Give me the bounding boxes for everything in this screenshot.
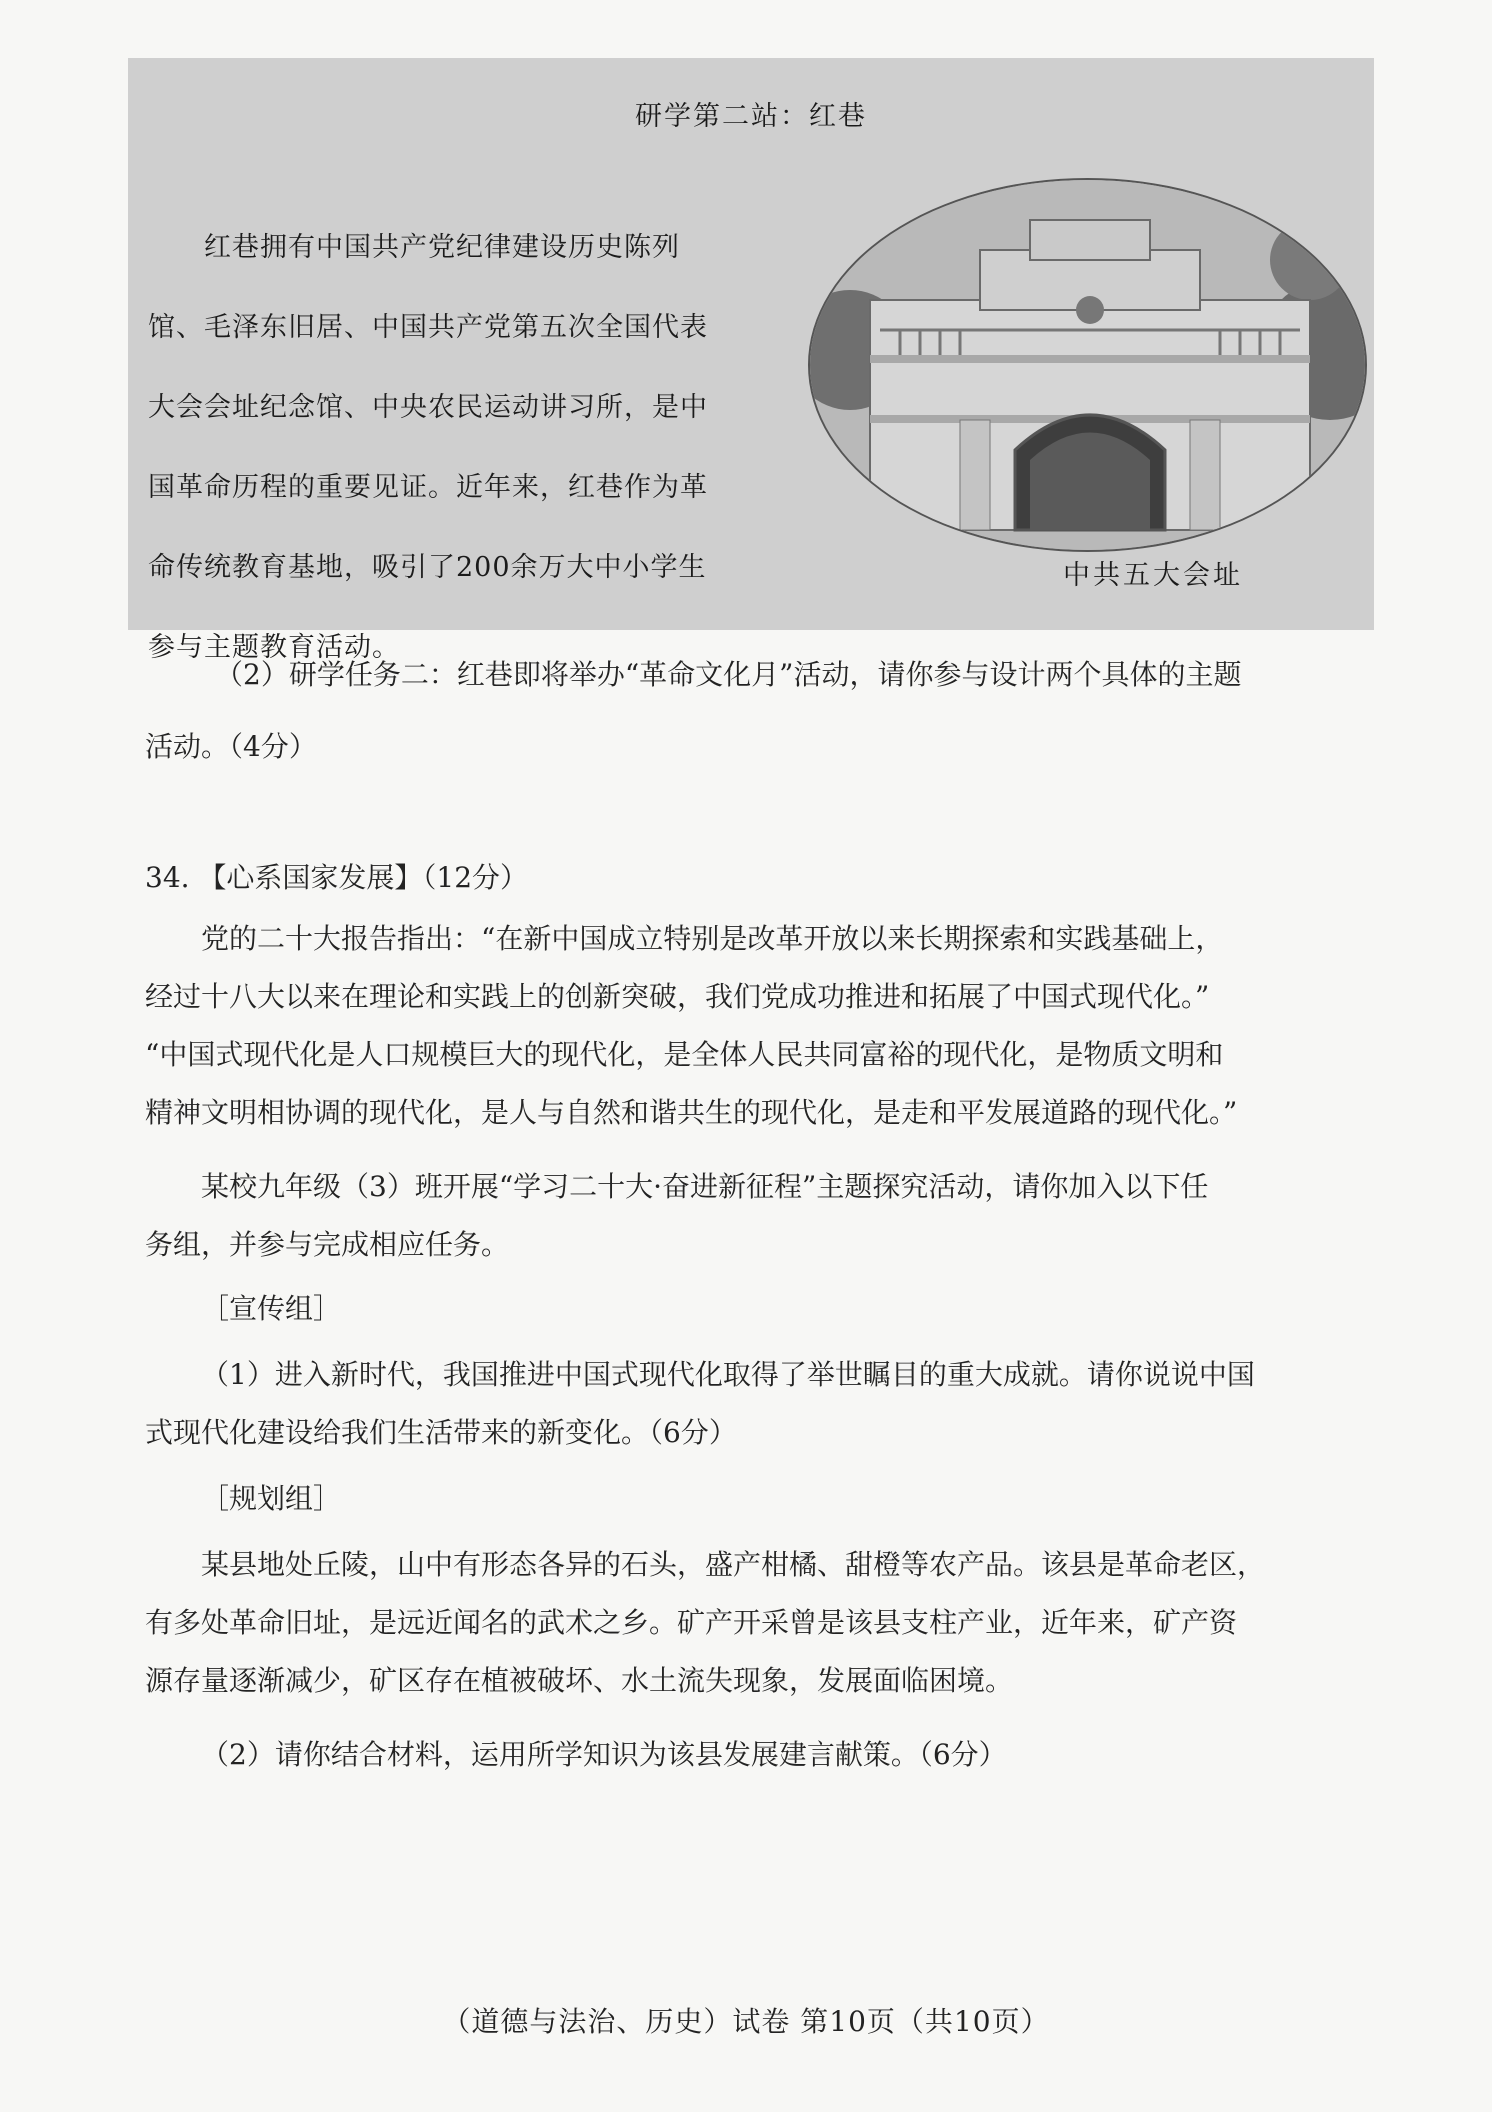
group-label-planning: ［规划组］ bbox=[201, 1482, 342, 1515]
county-line: 某县地处丘陵，山中有形态各异的石头，盛产柑橘、甜橙等农产品。该县是革命老区， bbox=[201, 1548, 1266, 1581]
quote-line: “中国式现代化是人口规模巨大的现代化，是全体人民共同富裕的现代化，是物质文明和 bbox=[145, 1038, 1224, 1071]
quote-line: 精神文明相协调的现代化，是人与自然和谐共生的现代化，是走和平发展道路的现代化。” bbox=[145, 1096, 1238, 1129]
question-line: 式现代化建设给我们生活带来的新变化。（6分） bbox=[145, 1416, 737, 1449]
task2-question bbox=[145, 652, 1385, 770]
material-text bbox=[148, 208, 798, 688]
material-line: 大会会址纪念馆、中央农民运动讲习所，是中 bbox=[148, 392, 708, 423]
material-title: 研学第二站：红巷 bbox=[635, 101, 867, 132]
material-line: 红巷拥有中国共产党纪律建设历史陈列 bbox=[204, 232, 680, 263]
building-illustration bbox=[810, 180, 1365, 550]
photo-caption: 中共五大会址 bbox=[1063, 560, 1243, 591]
material-line: 参与主题教育活动。 bbox=[148, 632, 400, 663]
congress-site-photo bbox=[808, 178, 1367, 552]
material-box bbox=[128, 58, 1374, 663]
q34-quote bbox=[145, 910, 1385, 1142]
material-line: 国革命历程的重要见证。近年来，红巷作为革 bbox=[148, 472, 708, 503]
question-line: （1）进入新时代，我国推进中国式现代化取得了举世瞩目的重大成就。请你说说中国 bbox=[201, 1358, 1255, 1391]
quote-line: 经过十八大以来在理论和实践上的创新突破，我们党成功推进和拓展了中国式现代化。” bbox=[145, 980, 1210, 1013]
material-line: 命传统教育基地，吸引了200余万大中小学生 bbox=[148, 552, 707, 583]
page-footer: （道德与法治、历史）试卷 第10页（共10页） bbox=[442, 2005, 1050, 2038]
county-material bbox=[145, 1536, 1385, 1710]
q34-heading: 34. 【心系国家发展】（12分） bbox=[145, 861, 529, 894]
question-line: （2）研学任务二：红巷即将举办“革命文化月”活动，请你参与设计两个具体的主题 bbox=[215, 658, 1242, 691]
q34-intro bbox=[145, 1158, 1385, 1274]
quote-line: 党的二十大报告指出：“在新中国成立特别是改革开放以来长期探索和实践基础上， bbox=[201, 922, 1224, 955]
county-line: 源存量逐渐减少，矿区存在植被破坏、水土流失现象，发展面临困境。 bbox=[145, 1664, 1014, 1697]
intro-line: 某校九年级（3）班开展“学习二十大·奋进新征程”主题探究活动，请你加入以下任 bbox=[201, 1170, 1209, 1203]
group-label-publicity: ［宣传组］ bbox=[201, 1292, 342, 1325]
intro-line: 务组，并参与完成相应任务。 bbox=[145, 1228, 510, 1261]
question-line: 活动。（4分） bbox=[145, 730, 317, 763]
material-line: 馆、毛泽东旧居、中国共产党第五次全国代表 bbox=[148, 312, 708, 343]
q34-subquestion-2: （2）请你结合材料，运用所学知识为该县发展建言献策。（6分） bbox=[201, 1738, 1007, 1771]
q34-subquestion-1 bbox=[145, 1346, 1385, 1462]
county-line: 有多处革命旧址，是远近闻名的武术之乡。矿产开采曾是该县支柱产业，近年来，矿产资 bbox=[145, 1606, 1238, 1639]
